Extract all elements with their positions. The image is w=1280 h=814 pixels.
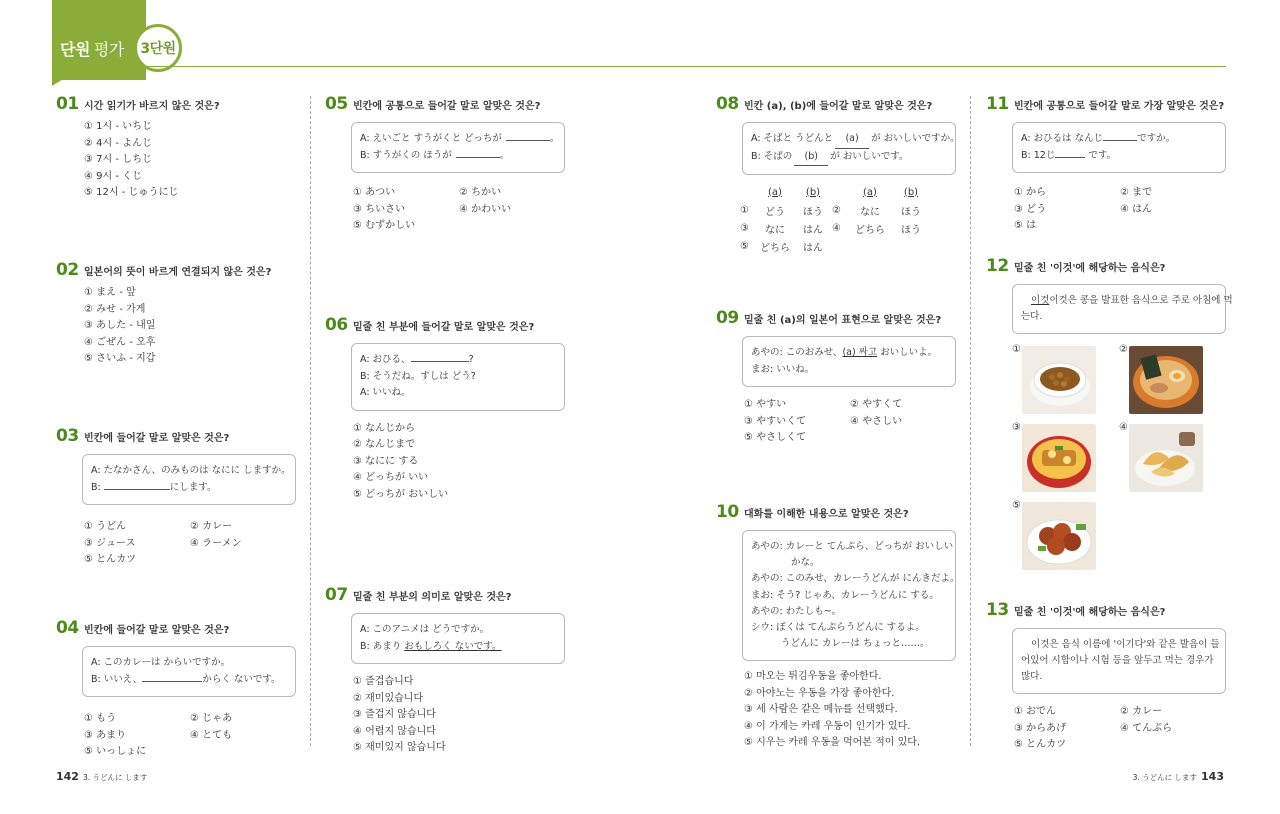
dialogue-text: です。 <box>1085 149 1117 161</box>
dialogue-box <box>742 336 956 387</box>
answer-blank <box>142 672 202 682</box>
question-12 <box>986 256 1236 570</box>
question-10 <box>716 502 966 752</box>
dialogue-line: かな。 <box>791 557 820 569</box>
option: ④ ごぜん - 오후 <box>84 336 156 348</box>
footer-right <box>1129 770 1224 783</box>
dialogue-text: B: すうがくの ほうが <box>360 149 452 161</box>
option: ③ からあげ <box>1014 722 1067 734</box>
matrix-header: (b) <box>903 186 919 198</box>
option: ② みせ - 가게 <box>84 303 146 315</box>
option-number: ④ <box>1119 422 1128 433</box>
dialogue-text: ですか。 <box>1137 133 1176 144</box>
dialogue-text: 。 <box>549 133 560 144</box>
dialogue-line: A: このアニメは どうですか。 <box>360 624 490 635</box>
option: ③ 즐겁지 않습니다 <box>353 709 436 720</box>
underlined-phrase: (a) 싸고 <box>842 347 878 358</box>
option: ④ やさしい <box>850 415 903 427</box>
column-divider <box>970 96 971 746</box>
dialogue-line <box>1021 131 1217 148</box>
option: ② 4시 - よんじ <box>84 137 153 149</box>
option: ③ ジュース <box>84 537 136 549</box>
dialogue-line: あやの: わたしも~。 <box>751 605 842 617</box>
question-number: 02 <box>56 260 79 280</box>
question-number: 05 <box>325 94 348 114</box>
dialogue-line: 이것은 음식 이름에 '이기다'와 같은 발음이 들 <box>1031 639 1220 650</box>
question-text: 빈칸에 공통으로 들어갈 말로 알맞은 것은? <box>353 101 541 112</box>
dialogue-text: が おいしいです。 <box>830 150 909 162</box>
dialogue-line <box>1021 148 1217 165</box>
question-number: 03 <box>56 426 79 446</box>
answer-blank <box>1103 131 1137 141</box>
ramen-image <box>1129 346 1203 414</box>
question-01 <box>56 94 306 202</box>
answer-matrix <box>740 183 966 255</box>
dialogue-text: が おいしいですか。 <box>871 133 960 144</box>
food-choice <box>1012 422 1119 492</box>
column-divider <box>310 96 311 746</box>
option: ④ どっちが いい <box>353 472 429 483</box>
question-11 <box>986 94 1236 235</box>
option: ① あつい <box>353 187 396 198</box>
dialogue-text: A: おひるは なんじ <box>1021 133 1104 144</box>
option: ① やすい <box>744 399 787 410</box>
dialogue-text: B: 12じ <box>1021 149 1056 161</box>
matrix-cell: なに <box>860 206 880 218</box>
dialogue-box <box>1012 284 1233 334</box>
matrix-cell: ほう <box>803 206 823 218</box>
dialogue-box <box>742 530 960 661</box>
dialogue-line <box>751 131 960 149</box>
tempura-image <box>1129 424 1203 492</box>
dialogue-line <box>91 480 287 497</box>
option: ④ とても <box>190 729 233 741</box>
option: ② まで <box>1120 187 1153 198</box>
option: ③ あした - 내일 <box>84 320 156 331</box>
dialogue-line: シウ: ぼくは てんぷらうどんに するよ。 <box>751 622 925 634</box>
blank-a: (a) <box>835 131 869 149</box>
dialogue-text: 이것은 콩을 발표한 음식으로 주로 아침에 먹 <box>1049 295 1233 306</box>
option: ③ 7시 - しちじ <box>84 154 153 165</box>
option: ② 아야노는 우동을 가장 좋아한다. <box>744 687 895 699</box>
question-number: 01 <box>56 94 79 114</box>
dialogue-line: A: いいね。 <box>360 387 411 398</box>
header-rule <box>146 66 1226 67</box>
option: ⑤ どっちが おいしい <box>353 488 449 500</box>
option: ④ ラーメン <box>190 537 242 549</box>
option: ② やすくて <box>850 399 903 410</box>
option: ① うどん <box>84 521 127 532</box>
question-05 <box>325 94 575 235</box>
question-text: 대화를 이해한 내용으로 알맞은 것은? <box>744 509 909 520</box>
question-07 <box>325 585 575 757</box>
option: ① から <box>1014 187 1047 198</box>
option-number: ③ <box>1012 422 1021 433</box>
question-text: 빈칸 (a), (b)에 들어갈 말로 알맞은 것은? <box>744 101 933 112</box>
food-choice <box>1119 422 1226 492</box>
dialogue-line <box>1021 293 1233 309</box>
dialogue-line: まお: そう? じゃあ、カレーうどんに する。 <box>751 589 939 601</box>
answer-blank <box>104 480 170 490</box>
title-main: 단원 <box>60 40 90 59</box>
dialogue-text: A: おひる、 <box>360 354 411 365</box>
question-08 <box>716 94 966 255</box>
option: ④ てんぷら <box>1120 722 1173 734</box>
matrix-cell: ③ <box>740 222 749 234</box>
dialogue-text: 。 <box>499 149 510 161</box>
dialogue-text: にします。 <box>169 481 217 493</box>
matrix-cell: ② <box>832 204 841 216</box>
option: ⑤ いっしょに <box>84 746 147 757</box>
option-number: ② <box>1119 344 1128 355</box>
question-number: 11 <box>986 94 1009 114</box>
dialogue-line: A: たなかさん、のみものは なにに しますか。 <box>91 465 291 476</box>
dialogue-text: からく ないです。 <box>202 673 281 685</box>
karaage-image <box>1022 502 1096 570</box>
question-number: 06 <box>325 315 348 335</box>
option: ② ちかい <box>459 187 502 198</box>
dialogue-box <box>1012 628 1226 694</box>
dialogue-box <box>82 646 296 697</box>
question-text: 시간 읽기가 바르지 않은 것은? <box>84 101 220 112</box>
dialogue-line: まお: いいね。 <box>751 363 815 375</box>
question-number: 07 <box>325 585 348 605</box>
header-tab-notch <box>52 76 68 86</box>
answer-blank <box>1055 148 1085 158</box>
option: ⑤ 12시 - じゅうにじ <box>84 187 179 198</box>
question-text: 밑줄 친 부분에 들어갈 말로 알맞은 것은? <box>353 322 535 333</box>
dialogue-line: あやの: このみせ、カレーうどんが にんきだよ。 <box>751 573 960 585</box>
option: ⑤ さいふ - 지갑 <box>84 353 156 364</box>
answer-blank <box>456 148 500 158</box>
dialogue-line <box>360 352 556 369</box>
dialogue-line <box>751 345 947 362</box>
dialogue-text: B: あまり <box>360 640 405 652</box>
dialogue-line <box>360 131 560 148</box>
option: ② なんじまで <box>353 439 416 450</box>
underlined-phrase: おもしろく ないです。 <box>404 640 502 652</box>
option: ③ なにに する <box>353 455 419 467</box>
answer-blank <box>411 352 469 362</box>
dialogue-line: B: そうだね。すしは どう? <box>360 370 476 382</box>
page-title <box>60 37 124 60</box>
option: ⑤ は <box>1014 220 1037 231</box>
matrix-header: (b) <box>805 186 821 198</box>
option: ③ ちいさい <box>353 203 406 215</box>
question-09 <box>716 308 966 447</box>
option: ② カレー <box>190 521 233 532</box>
katsudon-image <box>1022 424 1096 492</box>
option: ⑤ やさしくて <box>744 432 807 443</box>
food-choices <box>1012 344 1236 570</box>
question-number: 13 <box>986 600 1009 620</box>
question-text: 일본어의 뜻이 바르게 연결되지 않은 것은? <box>84 267 272 278</box>
dialogue-speaker: B: いいえ、 <box>91 673 143 685</box>
option: ⑤ むずかしい <box>353 220 416 231</box>
question-02 <box>56 260 306 368</box>
dialogue-line: A: このカレーは からいですか。 <box>91 657 231 668</box>
option: ① おでん <box>1014 706 1057 717</box>
matrix-header: (a) <box>768 186 782 198</box>
matrix-cell: どう <box>765 206 785 218</box>
option-number: ⑤ <box>1012 500 1021 511</box>
matrix-cell: ④ <box>832 222 841 234</box>
dialogue-line: 는다. <box>1021 311 1043 322</box>
dialogue-line <box>360 148 556 165</box>
matrix-cell: ① <box>740 204 749 216</box>
matrix-cell: どちら <box>855 224 885 236</box>
dialogue-text: A: えいごと すうがくと どっちが <box>360 133 502 144</box>
option: ④ はん <box>1120 203 1153 215</box>
option: ⑤ 재미있지 않습니다 <box>353 742 446 753</box>
dialogue-box <box>351 613 565 664</box>
option: ② カレー <box>1120 706 1163 717</box>
option: ⑤ とんカツ <box>1014 739 1067 750</box>
option: ③ あまり <box>84 729 127 741</box>
matrix-cell: どちら <box>760 242 790 254</box>
matrix-header: (a) <box>863 186 877 198</box>
question-text: 밑줄 친 '이것'에 해당하는 음식은? <box>1014 607 1166 618</box>
option: ③ やすいくて <box>744 415 807 427</box>
option: ④ 이 가게는 카레 우동이 인기가 있다. <box>744 720 911 732</box>
title-sub: 평가 <box>93 40 124 59</box>
dialogue-box <box>82 454 296 505</box>
blank-b: (b) <box>794 149 828 167</box>
option: ① 1시 - いちじ <box>84 121 153 132</box>
option: ⑤ 시우는 카레 우동을 먹어본 적이 있다. <box>744 737 921 749</box>
dialogue-text: ? <box>468 354 474 365</box>
chapter-label: 3. うどんに します <box>1132 773 1198 782</box>
dialogue-box <box>742 122 960 175</box>
dialogue-line: 어있어 시합이나 시험 등을 앞두고 먹는 경우가 <box>1021 655 1214 666</box>
question-text: 밑줄 친 부분의 의미로 알맞은 것은? <box>353 592 512 603</box>
dialogue-box <box>351 343 565 411</box>
food-choice <box>1119 344 1226 414</box>
dialogue-speaker: B: <box>91 481 104 493</box>
matrix-cell: ほう <box>901 224 921 236</box>
unit-badge: 3단원 <box>134 24 182 72</box>
option: ① まえ - 앞 <box>84 287 136 298</box>
dialogue-line: 많다. <box>1021 671 1043 682</box>
dialogue-text: あやの: このおみせ、 <box>751 347 843 358</box>
option: ① もう <box>84 713 117 724</box>
food-choice <box>1012 344 1119 414</box>
question-number: 12 <box>986 256 1009 276</box>
option: ③ 세 사람은 같은 메뉴를 선택했다. <box>744 704 898 716</box>
dialogue-line <box>91 672 287 689</box>
matrix-cell: はん <box>803 242 823 254</box>
matrix-cell: ほう <box>901 206 921 218</box>
option: ④ かわいい <box>459 203 512 215</box>
option: ② じゃあ <box>190 713 233 724</box>
option: ② 재미있습니다 <box>353 692 424 704</box>
question-number: 10 <box>716 502 739 522</box>
natto-image <box>1022 346 1096 414</box>
question-text: 빈칸에 들어갈 말로 알맞은 것은? <box>84 625 230 636</box>
question-text: 밑줄 친 (a)의 일본어 표현으로 알맞은 것은? <box>744 315 942 326</box>
question-text: 빈칸에 들어갈 말로 알맞은 것은? <box>84 433 230 444</box>
dialogue-text: A: そばと うどんと <box>751 133 834 144</box>
option: ① なんじから <box>353 422 416 434</box>
question-13 <box>986 600 1236 754</box>
underlined-word: 이것 <box>1031 295 1050 306</box>
dialogue-line <box>360 639 556 656</box>
option-number: ① <box>1012 344 1021 355</box>
question-04 <box>56 618 306 761</box>
chapter-label: 3. うどんに します <box>82 773 148 782</box>
food-choice <box>1012 500 1119 570</box>
option: ① 즐겁습니다 <box>353 676 414 687</box>
dialogue-box <box>351 122 565 173</box>
dialogue-text: おいしいよ。 <box>877 347 938 358</box>
page-number: 143 <box>1201 770 1224 783</box>
dialogue-line <box>751 149 947 167</box>
dialogue-box <box>1012 122 1226 173</box>
answer-blank <box>506 131 550 141</box>
dialogue-line: あやの: カレーと てんぷら、どっちが おいしい <box>751 541 954 552</box>
matrix-cell: ⑤ <box>740 240 749 252</box>
question-number: 04 <box>56 618 79 638</box>
dialogue-text: B: そばの <box>751 150 793 162</box>
matrix-cell: なに <box>765 224 785 236</box>
question-03 <box>56 426 306 569</box>
matrix-cell: はん <box>803 224 823 236</box>
option: ④ 9시 - くじ <box>84 170 143 182</box>
dialogue-line: うどんに カレーは ちょっと……。 <box>781 638 930 650</box>
question-number: 08 <box>716 94 739 114</box>
option: ③ どう <box>1014 203 1047 215</box>
question-06 <box>325 315 575 503</box>
footer-left <box>56 770 151 783</box>
option: ④ 어렵지 않습니다 <box>353 725 436 737</box>
question-text: 빈칸에 공통으로 들어갈 말로 가장 알맞은 것은? <box>1014 101 1225 112</box>
option: ⑤ とんカツ <box>84 554 137 565</box>
question-number: 09 <box>716 308 739 328</box>
page-number: 142 <box>56 770 79 783</box>
option: ① 마오는 튀김우동을 좋아한다. <box>744 671 882 683</box>
question-text: 밑줄 친 '이것'에 해당하는 음식은? <box>1014 263 1166 274</box>
